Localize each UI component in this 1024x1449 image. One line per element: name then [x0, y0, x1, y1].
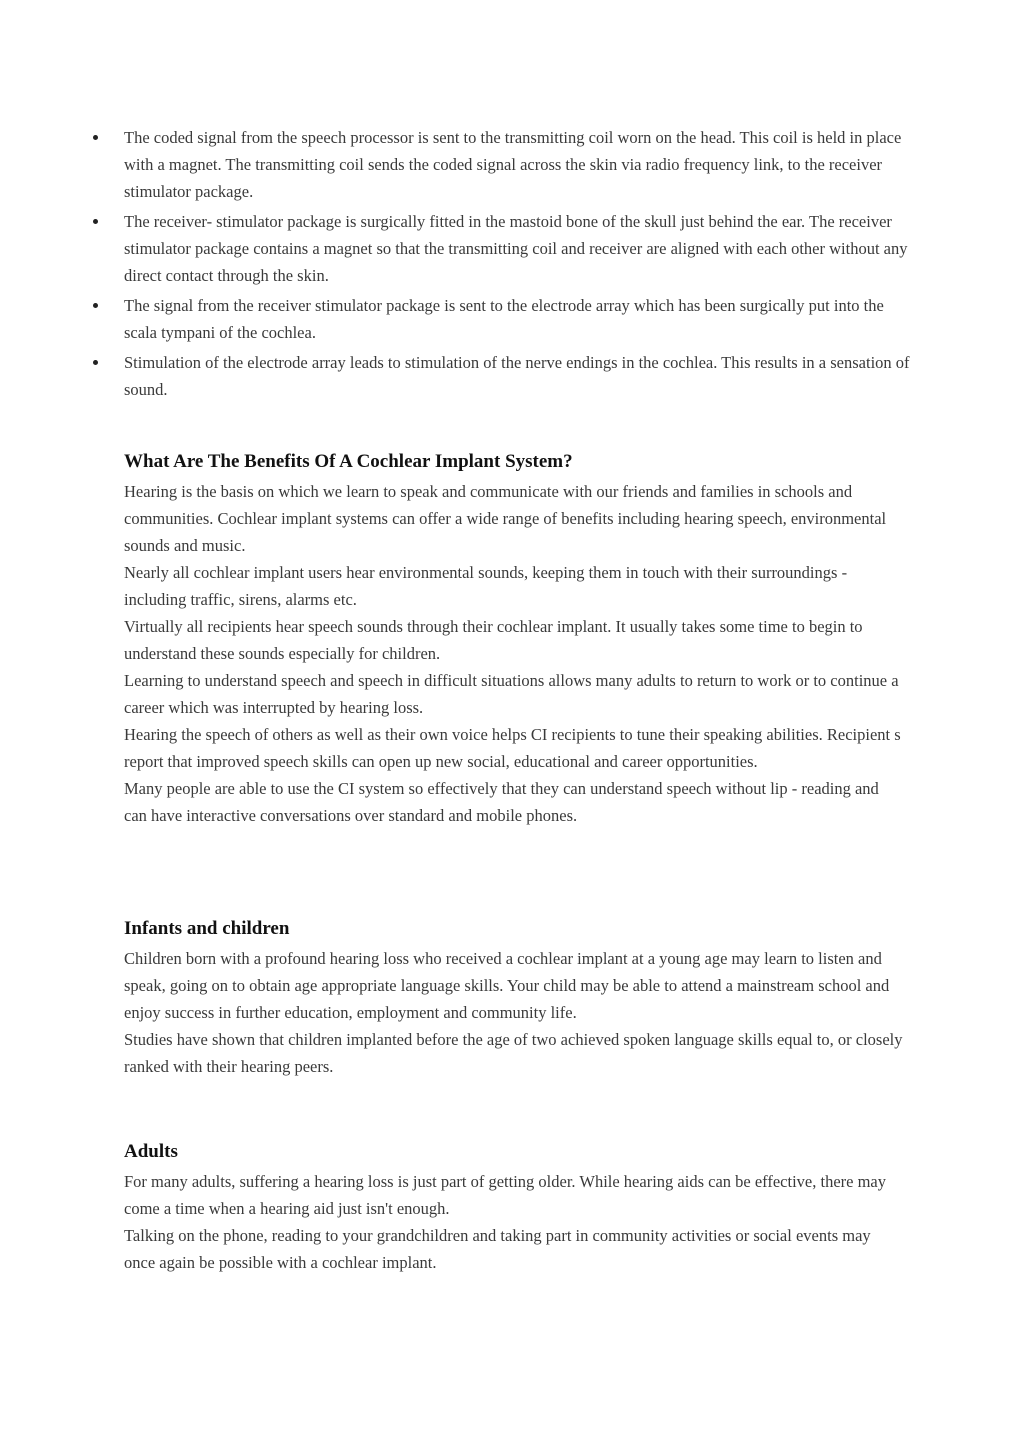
bullet-item: [90, 208, 910, 289]
benefits-paragraph: Hearing the speech of others as well as their own voice helps CI recipients to tune their speaking abilities. Recipient s report that improved speech skills can open up new social, educational and career opportunities.: [124, 725, 901, 771]
benefits-section: [124, 449, 904, 829]
adults-section: [124, 1139, 904, 1276]
adults-paragraph: For many adults, suffering a hearing loss is just part of getting older. While hearing aids can be effective, there may come a time when a hearing aid just isn't enough.: [124, 1172, 886, 1218]
bullet-text: The signal from the receiver stimulator package is sent to the electrode array which has been surgically put into the scala tympani of the cochlea.: [124, 296, 884, 342]
bullet-item: [90, 349, 910, 403]
bullet-text: The receiver- stimulator package is surgically fitted in the mastoid bone of the skull just behind the ear. The receiver stimulator package contains a magnet so that the transmitting coil and receiver are aligned with each other without any direct contact through the skin.: [124, 212, 908, 285]
bullet-icon: [93, 135, 98, 140]
benefits-heading: What Are The Benefits Of A Cochlear Implant System?: [124, 451, 573, 472]
benefits-paragraph: Virtually all recipients hear speech sounds through their cochlear implant. It usually takes some time to begin to understand these sounds especially for children.: [124, 617, 863, 663]
bullet-icon: [93, 219, 98, 224]
adults-heading: Adults: [124, 1141, 178, 1162]
children-paragraph: Studies have shown that children implanted before the age of two achieved spoken language skills equal to, or closely ranked with their hearing peers.: [124, 1030, 903, 1076]
benefits-paragraph: Learning to understand speech and speech in difficult situations allows many adults to return to work or to continue a career which was interrupted by hearing loss.: [124, 671, 899, 717]
children-paragraph: Children born with a profound hearing loss who received a cochlear implant at a young age may learn to listen and speak, going on to obtain age appropriate language skills. Your child may be able to attend a mainstream school and enjoy success in further education, employment and community life.: [124, 949, 890, 1022]
children-section: [124, 916, 904, 1080]
bullet-icon: [93, 360, 98, 365]
benefits-paragraph: Many people are able to use the CI system so effectively that they can understand speech without lip - reading and can have interactive conversations over standard and mobile phones.: [124, 779, 879, 825]
adults-paragraph: Talking on the phone, reading to your grandchildren and taking part in community activities or social events may once again be possible with a cochlear implant.: [124, 1226, 871, 1272]
bullet-text: Stimulation of the electrode array leads to stimulation of the nerve endings in the cochlea. This results in a sensation of sound.: [124, 353, 910, 399]
benefits-paragraph: Nearly all cochlear implant users hear environmental sounds, keeping them in touch with their surroundings - including traffic, sirens, alarms etc.: [124, 563, 848, 609]
bullet-text: The coded signal from the speech processor is sent to the transmitting coil worn on the head. This coil is held in place with a magnet. The transmitting coil sends the coded signal across the skin via radio frequency link, to the receiver stimulator package.: [124, 128, 902, 201]
bullet-item: [90, 124, 910, 205]
bullet-icon: [93, 303, 98, 308]
bullet-list: [90, 124, 910, 406]
children-heading: Infants and children: [124, 918, 290, 939]
bullet-item: [90, 292, 910, 346]
benefits-paragraph: Hearing is the basis on which we learn to speak and communicate with our friends and families in schools and communities. Cochlear implant systems can offer a wide range of benefits including hearing speech, environmental sounds and music.: [124, 482, 887, 555]
